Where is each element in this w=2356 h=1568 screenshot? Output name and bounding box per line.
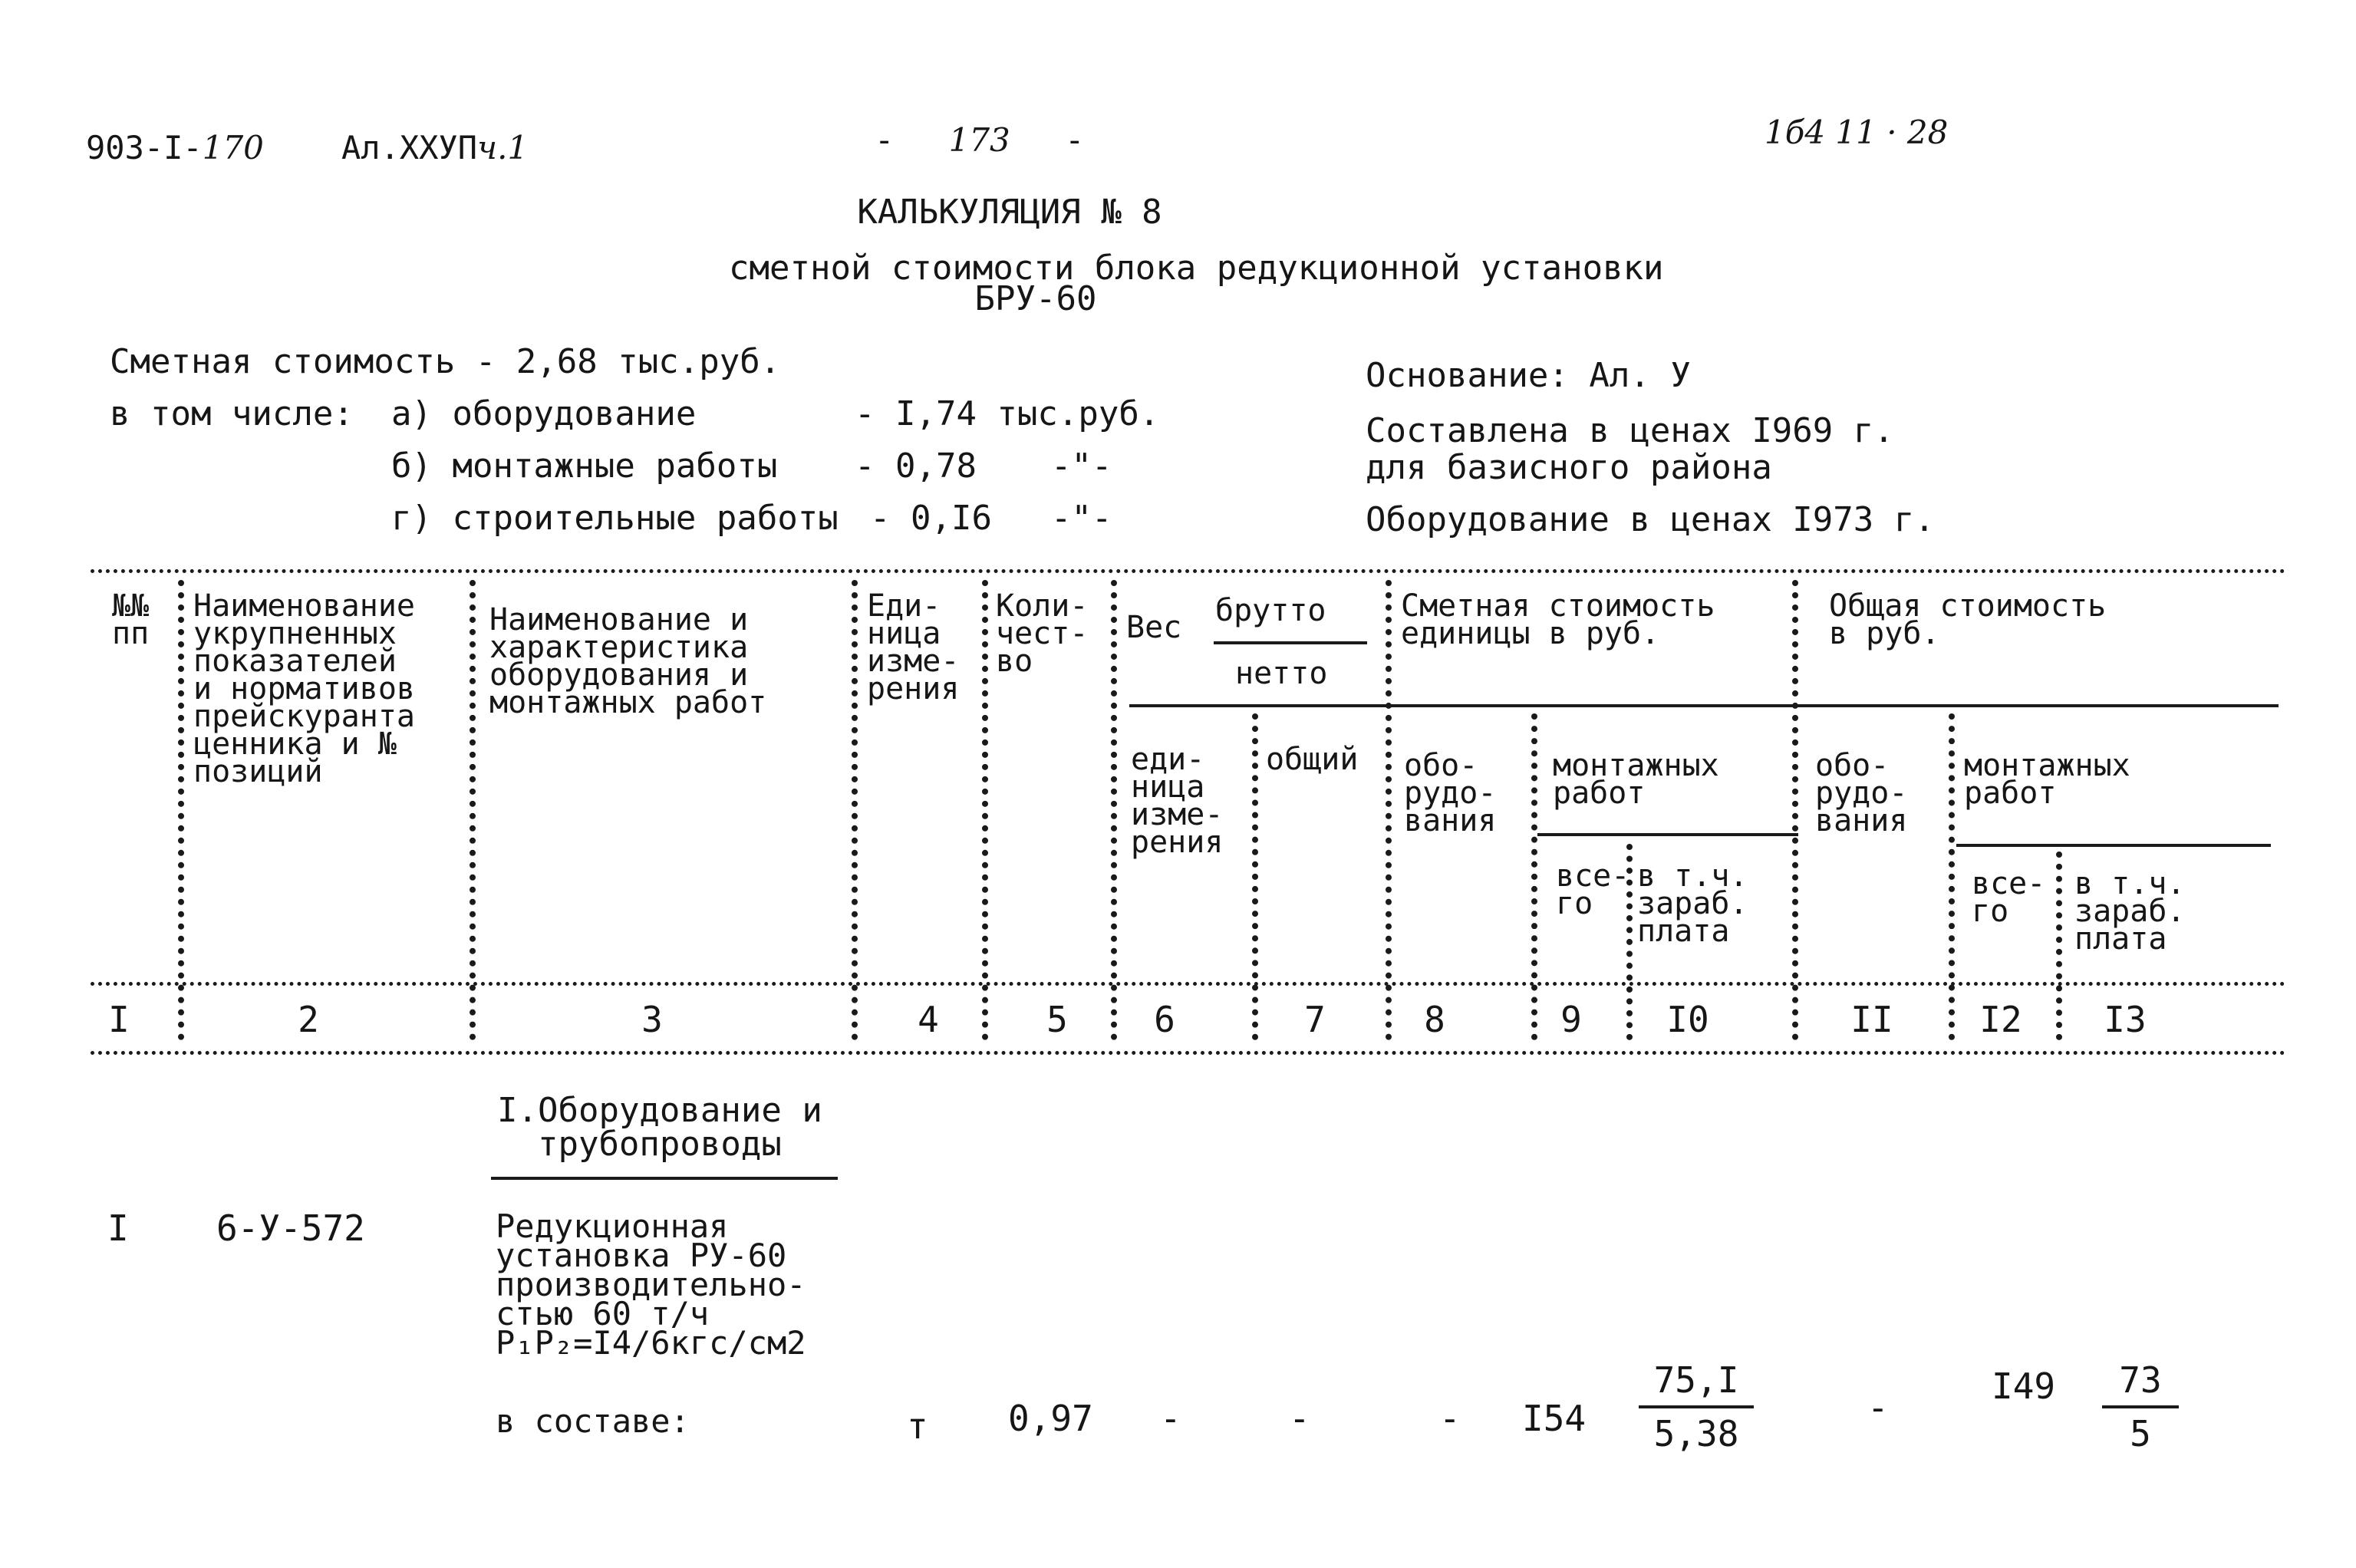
row-unit-cost-installation-fraction (1639, 1359, 1754, 1454)
unit-mont-sub-rule (1537, 833, 1798, 836)
calculation-title: КАЛЬКУЛЯЦИЯ № 8 (857, 193, 1162, 232)
installation-cost-ditto: -"- (1051, 446, 1112, 486)
album-printed: Ал.XXУП (341, 129, 478, 166)
col-divider-3 (852, 580, 858, 1040)
total-estimated-cost: Сметная стоимость - 2,68 тыс.руб. (110, 342, 781, 381)
header-weight-brutto: брутто (1215, 593, 1326, 628)
header-weight: Вес (1126, 610, 1182, 645)
column-numbers-rule (91, 1051, 2286, 1055)
row-weight-per-unit: - (1160, 1398, 1181, 1439)
basis-region: для базисного района (1366, 448, 1772, 487)
row-item-name: Редукционная установка РУ-60 производительно- стью 60 т/ч P₁P₂=I4/6кгс/см2 (496, 1207, 806, 1362)
row-total-cost-wages: 5 (2130, 1413, 2151, 1454)
row-norm-reference: 6-У-572 (216, 1207, 365, 1249)
header-unit-cost-equipment: обо- рудо- вания (1404, 748, 1497, 838)
row-unit-cost-installation-total: I54 (1522, 1398, 1587, 1439)
basis-equipment-year: Оборудование в ценах I973 г. (1366, 500, 1935, 539)
page-number: - 173 - (875, 121, 1085, 159)
calculation-object: БРУ-60 (974, 279, 1097, 318)
basis-reference: Основание: Ал. У (1366, 356, 1691, 395)
column-number: 5 (1046, 999, 1068, 1040)
header-weight-netto: нетто (1235, 656, 1328, 691)
header-unit-cost: Сметная стоимость единицы в руб. (1401, 588, 1715, 651)
document-code-handwritten: 170 (202, 129, 264, 166)
fraction-bar (2102, 1405, 2179, 1408)
section-title-underline (491, 1177, 838, 1180)
fraction-bar (1639, 1405, 1754, 1408)
col-divider-2 (470, 580, 476, 1040)
header-unit-cost-installation: монтажных работ (1553, 748, 1719, 811)
column-number: II (1850, 999, 1893, 1040)
col-divider-4 (982, 580, 988, 1040)
header-total-cost-equipment: обо- рудо- вания (1815, 748, 1908, 838)
header-quantity: Коли- чест- во (996, 588, 1089, 679)
header-total-cost-installation: монтажных работ (1964, 748, 2130, 811)
col-divider-6 (1252, 713, 1258, 1040)
construction-cost-label: г) строительные работы (391, 499, 839, 538)
column-number: 3 (641, 999, 663, 1040)
construction-cost-value: - 0,I6 (870, 499, 992, 538)
col-divider-5 (1111, 580, 1117, 1040)
header-weight-total: общий (1266, 742, 1359, 777)
header-unit: Еди- ница изме- рения (867, 588, 960, 707)
col-divider-11 (1949, 713, 1955, 1040)
weight-sub-rule (1129, 704, 1386, 707)
weight-split-rule (1214, 641, 1367, 644)
header-total-cost: Общая стоимость в руб. (1829, 588, 2107, 651)
page-number-handwritten: 173 (948, 121, 1010, 159)
row-weight-total: - (1289, 1398, 1310, 1439)
column-number: 8 (1424, 999, 1445, 1040)
row-total-cost-installation-value: 73 (2119, 1359, 2162, 1401)
construction-cost-ditto: -"- (1051, 499, 1112, 538)
album-handwritten: ч.1 (477, 129, 529, 166)
column-number: 4 (918, 999, 939, 1040)
album-label (341, 129, 529, 166)
row-total-cost-installation-fraction (2102, 1359, 2179, 1454)
header-norm-reference: Наименование укрупненных показателей и нормативов прейскуранта ценника и № позиций (193, 588, 415, 789)
reference-number-handwritten: 1б4 11 · 28 (1765, 114, 1949, 151)
row-unit-cost-wages: 5,38 (1653, 1413, 1739, 1454)
col-divider-8 (1531, 713, 1537, 1040)
row-total-cost-installation-total: I49 (1992, 1365, 2056, 1407)
table-top-rule (91, 569, 2286, 573)
column-number: 9 (1560, 999, 1582, 1040)
installation-cost-value: - 0,78 (855, 446, 977, 486)
equipment-cost-label: а) оборудование (391, 394, 697, 433)
row-total-cost-equipment: - (1867, 1387, 1889, 1428)
including-label: в том числе: (110, 394, 354, 433)
header-row-number: №№ пп (112, 588, 150, 651)
column-number: I0 (1666, 999, 1709, 1040)
row-unit: т (907, 1405, 928, 1447)
document-code-printed: 903-I- (86, 129, 203, 166)
header-total-cost-installation-total: все- го (1972, 866, 2046, 929)
column-number: 6 (1154, 999, 1175, 1040)
column-number: I (108, 999, 130, 1040)
col-divider-10 (1792, 580, 1798, 1040)
column-number: 2 (298, 999, 319, 1040)
row-unit-cost-equipment: - (1439, 1398, 1461, 1439)
col-divider-12 (2056, 852, 2062, 1040)
row-number: I (107, 1207, 129, 1249)
header-unit-cost-wages: в т.ч. зараб. плата (1637, 858, 1748, 949)
installation-cost-label: б) монтажные работы (391, 446, 778, 486)
header-bottom-rule (91, 982, 2286, 986)
basis-price-year: Составлена в ценах I969 г. (1366, 411, 1894, 450)
row-item-name-last: в составе: (496, 1402, 690, 1440)
section-title: I.Оборудование и трубопроводы (497, 1091, 822, 1164)
col-divider-7 (1386, 580, 1392, 1040)
column-number: 7 (1304, 999, 1326, 1040)
col-divider-1 (178, 580, 184, 1040)
total-cost-sub-rule (1800, 704, 2279, 707)
column-number: I2 (1979, 999, 2022, 1040)
header-unit-cost-installation-total: все- го (1556, 858, 1630, 921)
header-total-cost-wages: в т.ч. зараб. плата (2074, 866, 2186, 957)
total-mont-sub-rule (1956, 844, 2271, 847)
equipment-cost-value: - I,74 тыс.руб. (855, 394, 1160, 433)
header-item-name: Наименование и характеристика оборудования и монтажных работ (489, 602, 767, 720)
document-code (86, 129, 264, 166)
unit-cost-sub-rule (1386, 704, 1800, 707)
row-unit-cost-installation-value: 75,I (1653, 1359, 1739, 1401)
row-quantity: 0,97 (1008, 1398, 1093, 1439)
header-weight-per-unit: еди- ница изме- рения (1131, 742, 1224, 860)
column-number: I3 (2104, 999, 2147, 1040)
calculation-subtitle: сметной стоимости блока редукционной установки (729, 249, 1664, 288)
